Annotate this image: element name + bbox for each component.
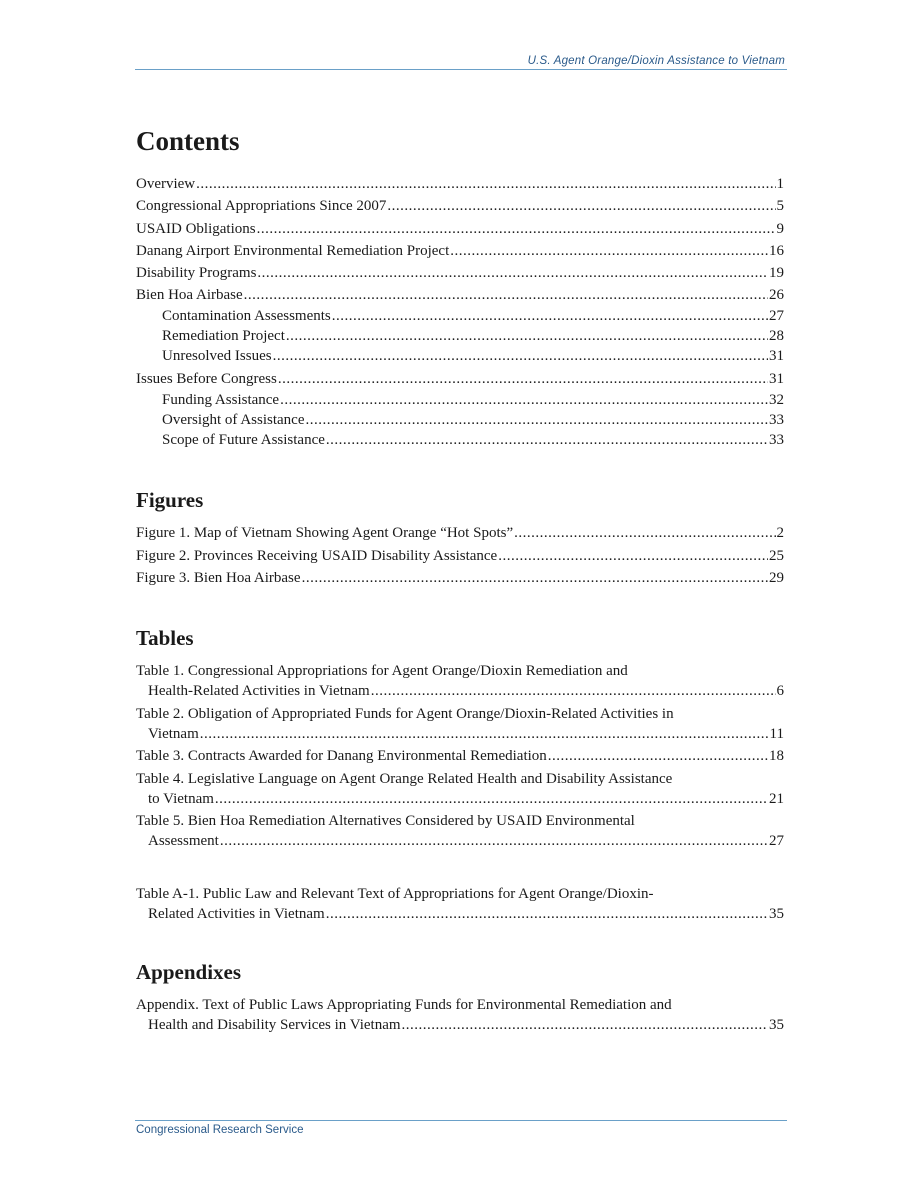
toc-entry[interactable] bbox=[136, 219, 784, 239]
contents-heading: Contents bbox=[136, 126, 240, 156]
leader-dots bbox=[548, 746, 768, 766]
table-entry-page: 21 bbox=[769, 790, 784, 807]
table-entry-title-cont: to Vietnam bbox=[148, 790, 214, 807]
toc-entry[interactable] bbox=[136, 369, 784, 389]
running-header-title: U.S. Agent Orange/Dioxin Assistance to Vietnam bbox=[527, 55, 785, 67]
leader-dots bbox=[332, 306, 768, 326]
figure-entry-page: 29 bbox=[769, 570, 784, 586]
table-entry-title: Table 2. Obligation of Appropriated Funds for Agent Orange/Dioxin-Related Activities in bbox=[136, 705, 674, 722]
toc-subentry[interactable] bbox=[136, 410, 784, 430]
table-entry-title: Table 4. Legislative Language on Agent Orange Related Health and Disability Assistance bbox=[136, 770, 673, 787]
table-entry[interactable] bbox=[136, 746, 784, 766]
tables-heading: Tables bbox=[136, 626, 194, 650]
toc-entry-page: 26 bbox=[769, 287, 784, 304]
toc-entry-page: 28 bbox=[769, 328, 784, 345]
toc-entry-title: Unresolved Issues bbox=[162, 348, 272, 365]
table-entry[interactable] bbox=[136, 769, 784, 809]
appendixes-heading: Appendixes bbox=[136, 960, 242, 984]
figure-entry-title: Figure 2. Provinces Receiving USAID Disability Assistance bbox=[136, 547, 498, 564]
toc-entry-title: USAID Obligations bbox=[136, 220, 256, 237]
toc-entry-title: Scope of Future Assistance bbox=[162, 432, 325, 449]
toc-entry-title: Danang Airport Environmental Remediation Project bbox=[136, 242, 450, 259]
leader-dots bbox=[302, 568, 768, 588]
appendix-entry-title: Appendix. Text of Public Laws Appropriating Funds for Environmental Remediation and bbox=[136, 997, 672, 1013]
figure-entry-page: 2 bbox=[776, 525, 784, 541]
leader-dots bbox=[244, 285, 768, 305]
leader-dots bbox=[305, 410, 768, 430]
toc-entry-page: 9 bbox=[776, 220, 784, 237]
leader-dots bbox=[278, 369, 768, 389]
leader-dots bbox=[326, 904, 768, 924]
appendix-entry-title-cont: Health and Disability Services in Vietnam bbox=[148, 1017, 401, 1033]
leader-dots bbox=[498, 546, 768, 566]
table-entry-page: 27 bbox=[769, 833, 784, 849]
figures-section bbox=[136, 490, 784, 511]
figure-entry-title: Figure 3. Bien Hoa Airbase bbox=[136, 570, 301, 586]
toc-subentry[interactable] bbox=[136, 346, 784, 366]
contents-section bbox=[136, 128, 784, 155]
leader-dots bbox=[196, 174, 775, 194]
toc-subentry[interactable] bbox=[136, 390, 784, 410]
footer-publisher: Congressional Research Service bbox=[136, 1124, 304, 1136]
toc-entry-title: Oversight of Assistance bbox=[162, 412, 305, 429]
table-entry-title-cont: Assessment bbox=[148, 833, 219, 849]
leader-dots bbox=[200, 724, 769, 744]
toc-entry-title: Issues Before Congress bbox=[136, 371, 277, 388]
leader-dots bbox=[257, 263, 768, 283]
leader-dots bbox=[387, 196, 775, 216]
figure-entry[interactable] bbox=[136, 568, 784, 588]
leader-dots bbox=[286, 326, 768, 346]
toc-entry-title: Contamination Assessments bbox=[162, 308, 331, 325]
leader-dots bbox=[402, 1015, 768, 1035]
toc-entry[interactable] bbox=[136, 263, 784, 283]
table-entry[interactable] bbox=[136, 811, 784, 851]
toc-entry[interactable] bbox=[136, 241, 784, 261]
toc-entry-title: Congressional Appropriations Since 2007 bbox=[136, 198, 387, 215]
contents-list bbox=[136, 174, 784, 450]
toc-entry[interactable] bbox=[136, 174, 784, 194]
toc-subentry[interactable] bbox=[136, 326, 784, 346]
appendixes-list bbox=[136, 995, 784, 1035]
toc-entry-title: Overview bbox=[136, 176, 196, 192]
table-entry-title-cont: Vietnam bbox=[148, 725, 199, 742]
leader-dots bbox=[514, 523, 775, 543]
toc-entry-page: 16 bbox=[769, 242, 784, 259]
toc-entry-page: 33 bbox=[769, 432, 784, 449]
tables-section bbox=[136, 628, 784, 649]
figure-entry[interactable] bbox=[136, 546, 784, 566]
table-entry-page: 6 bbox=[776, 683, 784, 699]
toc-entry-page: 5 bbox=[776, 198, 784, 215]
toc-entry[interactable] bbox=[136, 196, 784, 216]
figures-list bbox=[136, 523, 784, 588]
table-entry[interactable] bbox=[136, 704, 784, 744]
toc-entry-title: Disability Programs bbox=[136, 265, 257, 282]
footer-rule bbox=[135, 1120, 787, 1121]
table-entry-title-cont: Health-Related Activities in Vietnam bbox=[148, 683, 370, 699]
table-entry-page: 35 bbox=[769, 906, 784, 922]
toc-entry[interactable] bbox=[136, 285, 784, 305]
appendix-entry[interactable] bbox=[136, 995, 784, 1035]
table-entry-title: Table 1. Congressional Appropriations for Agent Orange/Dioxin Remediation and bbox=[136, 663, 628, 679]
figure-entry[interactable] bbox=[136, 523, 784, 543]
leader-dots bbox=[257, 219, 776, 239]
toc-entry-page: 31 bbox=[769, 348, 784, 365]
table-entry[interactable] bbox=[136, 884, 784, 924]
tables-list bbox=[136, 661, 784, 924]
figure-entry-title: Figure 1. Map of Vietnam Showing Agent Orange “Hot Spots” bbox=[136, 525, 514, 541]
leader-dots bbox=[220, 831, 768, 851]
toc-entry-title: Bien Hoa Airbase bbox=[136, 287, 243, 304]
leader-dots bbox=[326, 430, 768, 450]
table-entry[interactable] bbox=[136, 661, 784, 701]
toc-entry-title: Remediation Project bbox=[162, 328, 285, 345]
leader-dots bbox=[215, 789, 768, 809]
toc-entry-page: 1 bbox=[776, 176, 784, 192]
leader-dots bbox=[280, 390, 768, 410]
figures-heading: Figures bbox=[136, 488, 204, 512]
toc-entry-page: 27 bbox=[769, 308, 784, 325]
toc-subentry[interactable] bbox=[136, 430, 784, 450]
appendixes-section bbox=[136, 962, 784, 983]
toc-subentry[interactable] bbox=[136, 306, 784, 326]
toc-entry-page: 19 bbox=[769, 265, 784, 282]
table-entry-page: 11 bbox=[769, 725, 784, 742]
leader-dots bbox=[450, 241, 768, 261]
toc-entry-title: Funding Assistance bbox=[162, 392, 280, 409]
table-entry-page: 18 bbox=[769, 748, 784, 764]
table-entry-title: Table 3. Contracts Awarded for Danang Environmental Remediation bbox=[136, 748, 547, 764]
table-entry-title: Table A-1. Public Law and Relevant Text of Appropriations for Agent Orange/Dioxin- bbox=[136, 886, 654, 902]
table-entry-title: Table 5. Bien Hoa Remediation Alternatives Considered by USAID Environmental bbox=[136, 813, 635, 829]
toc-entry-page: 32 bbox=[769, 392, 784, 409]
table-entry-title-cont: Related Activities in Vietnam bbox=[148, 906, 325, 922]
leader-dots bbox=[371, 681, 776, 701]
leader-dots bbox=[273, 346, 768, 366]
toc-entry-page: 31 bbox=[769, 371, 784, 388]
figure-entry-page: 25 bbox=[769, 547, 784, 564]
toc-entry-page: 33 bbox=[769, 412, 784, 429]
appendix-entry-page: 35 bbox=[769, 1017, 784, 1033]
header-rule bbox=[135, 69, 787, 70]
